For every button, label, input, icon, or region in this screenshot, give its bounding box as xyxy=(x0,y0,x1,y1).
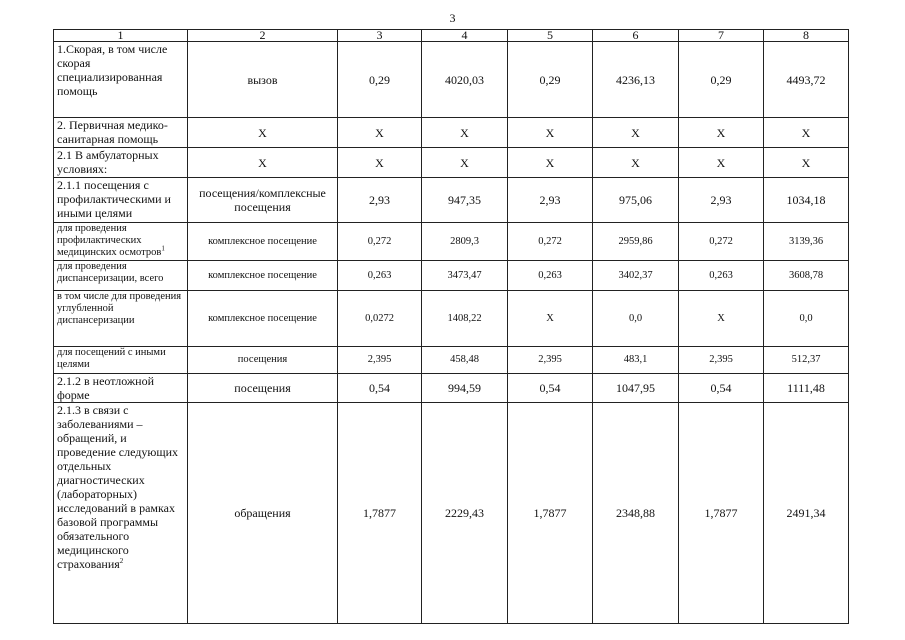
value-cell: 0,54 xyxy=(338,374,422,403)
row-label-cell xyxy=(54,291,188,347)
value-cell: 0,0272 xyxy=(338,291,422,347)
value-cell: 0,29 xyxy=(338,42,422,118)
value-cell: 2,93 xyxy=(338,178,422,223)
value-cell: Х xyxy=(593,148,679,178)
value-cell: 0,29 xyxy=(679,42,764,118)
value-cell: 1111,48 xyxy=(764,374,849,403)
value-cell: Х xyxy=(593,118,679,148)
value-cell: Х xyxy=(679,291,764,347)
row-label-cell xyxy=(54,223,188,261)
value-cell: 512,37 xyxy=(764,347,849,374)
value-cell: 2,93 xyxy=(508,178,593,223)
row-label: 2. Первичная медико-санитарная помощь xyxy=(57,118,168,146)
value-cell: 975,06 xyxy=(593,178,679,223)
column-header: 4 xyxy=(422,30,508,42)
table-row xyxy=(54,403,849,624)
value-cell: Х xyxy=(764,118,849,148)
row-label: 2.1.1 посещения с профилактическими и иными целями xyxy=(57,178,171,220)
value-cell: 0,263 xyxy=(338,261,422,291)
value-cell: 1,7877 xyxy=(508,403,593,624)
value-cell: Х xyxy=(764,148,849,178)
footnote-mark: 1 xyxy=(161,244,165,253)
table-row xyxy=(54,42,849,118)
unit-cell: комплексное посещение xyxy=(188,223,338,261)
row-label: 2.1 В амбулаторных условиях: xyxy=(57,148,159,176)
value-cell: Х xyxy=(338,118,422,148)
row-label: для проведения профилактических медицинских осмотров xyxy=(57,223,162,258)
value-cell: 0,54 xyxy=(679,374,764,403)
value-cell: 3402,37 xyxy=(593,261,679,291)
row-label: в том числе для проведения углубленной диспансеризации xyxy=(57,291,182,326)
table-row xyxy=(54,148,849,178)
value-cell: 3139,36 xyxy=(764,223,849,261)
row-label: 2.1.3 в связи с заболеваниями – обращений, и проведение следующих отдельных диагностических (лабораторных) исследований в рамках базовой программы обязательного медицинского страхования xyxy=(57,403,179,571)
value-cell: 1408,22 xyxy=(422,291,508,347)
value-cell: Х xyxy=(422,148,508,178)
column-header: 3 xyxy=(338,30,422,42)
value-cell: 458,48 xyxy=(422,347,508,374)
value-cell: 994,59 xyxy=(422,374,508,403)
unit-cell: посещения xyxy=(188,374,338,403)
value-cell: 0,0 xyxy=(593,291,679,347)
value-cell: 2491,34 xyxy=(764,403,849,624)
table-row xyxy=(54,118,849,148)
column-header: 6 xyxy=(593,30,679,42)
row-label-cell xyxy=(54,261,188,291)
value-cell: 1034,18 xyxy=(764,178,849,223)
value-cell: Х xyxy=(679,148,764,178)
value-cell: 2,93 xyxy=(679,178,764,223)
table-row xyxy=(54,261,849,291)
value-cell: 0,29 xyxy=(508,42,593,118)
row-label-cell xyxy=(54,42,188,118)
value-cell: Х xyxy=(422,118,508,148)
value-cell: 0,54 xyxy=(508,374,593,403)
value-cell: 0,272 xyxy=(508,223,593,261)
value-cell: 2959,86 xyxy=(593,223,679,261)
table-row xyxy=(54,291,849,347)
value-cell: 1,7877 xyxy=(338,403,422,624)
value-cell: 2809,3 xyxy=(422,223,508,261)
value-cell: 483,1 xyxy=(593,347,679,374)
unit-cell: посещения xyxy=(188,347,338,374)
value-cell: 2348,88 xyxy=(593,403,679,624)
row-label-cell xyxy=(54,178,188,223)
page-number: 3 xyxy=(449,11,456,25)
row-label-cell xyxy=(54,374,188,403)
value-cell: Х xyxy=(508,148,593,178)
table-row xyxy=(54,374,849,403)
column-header: 2 xyxy=(188,30,338,42)
unit-cell: комплексное посещение xyxy=(188,291,338,347)
unit-cell: обращения xyxy=(188,403,338,624)
value-cell: 2,395 xyxy=(679,347,764,374)
table-row xyxy=(54,178,849,223)
table-row xyxy=(54,223,849,261)
unit-cell: Х xyxy=(188,148,338,178)
row-label: 1.Скорая, в том числе скорая специализированная помощь xyxy=(57,42,168,98)
unit-cell: посещения/комплексные посещения xyxy=(188,178,338,223)
value-cell: Х xyxy=(508,118,593,148)
unit-cell: комплексное посещение xyxy=(188,261,338,291)
column-header: 8 xyxy=(764,30,849,42)
norms-table xyxy=(53,29,849,624)
value-cell: 3608,78 xyxy=(764,261,849,291)
value-cell: 0,263 xyxy=(679,261,764,291)
row-label: для посещений с иными целями xyxy=(57,347,166,370)
table-row xyxy=(54,347,849,374)
value-cell: 0,263 xyxy=(508,261,593,291)
value-cell: 0,272 xyxy=(338,223,422,261)
row-label-cell xyxy=(54,148,188,178)
row-label: для проведения диспансеризации, всего xyxy=(57,261,164,284)
column-header: 1 xyxy=(54,30,188,42)
row-label-cell xyxy=(54,118,188,148)
footnote-mark: 2 xyxy=(119,557,124,565)
header-row xyxy=(54,30,849,42)
value-cell: Х xyxy=(679,118,764,148)
value-cell: 2,395 xyxy=(338,347,422,374)
value-cell: 1,7877 xyxy=(679,403,764,624)
value-cell: 1047,95 xyxy=(593,374,679,403)
row-label-cell xyxy=(54,347,188,374)
value-cell: 947,35 xyxy=(422,178,508,223)
value-cell: 0,0 xyxy=(764,291,849,347)
row-label-cell xyxy=(54,403,188,624)
value-cell: 4236,13 xyxy=(593,42,679,118)
value-cell: 4493,72 xyxy=(764,42,849,118)
value-cell: 2229,43 xyxy=(422,403,508,624)
value-cell: Х xyxy=(508,291,593,347)
value-cell: Х xyxy=(338,148,422,178)
value-cell: 4020,03 xyxy=(422,42,508,118)
column-header: 7 xyxy=(679,30,764,42)
value-cell: 3473,47 xyxy=(422,261,508,291)
unit-cell: вызов xyxy=(188,42,338,118)
value-cell: 0,272 xyxy=(679,223,764,261)
value-cell: 2,395 xyxy=(508,347,593,374)
unit-cell: Х xyxy=(188,118,338,148)
column-header: 5 xyxy=(508,30,593,42)
row-label: 2.1.2 в неотложной форме xyxy=(57,374,155,402)
